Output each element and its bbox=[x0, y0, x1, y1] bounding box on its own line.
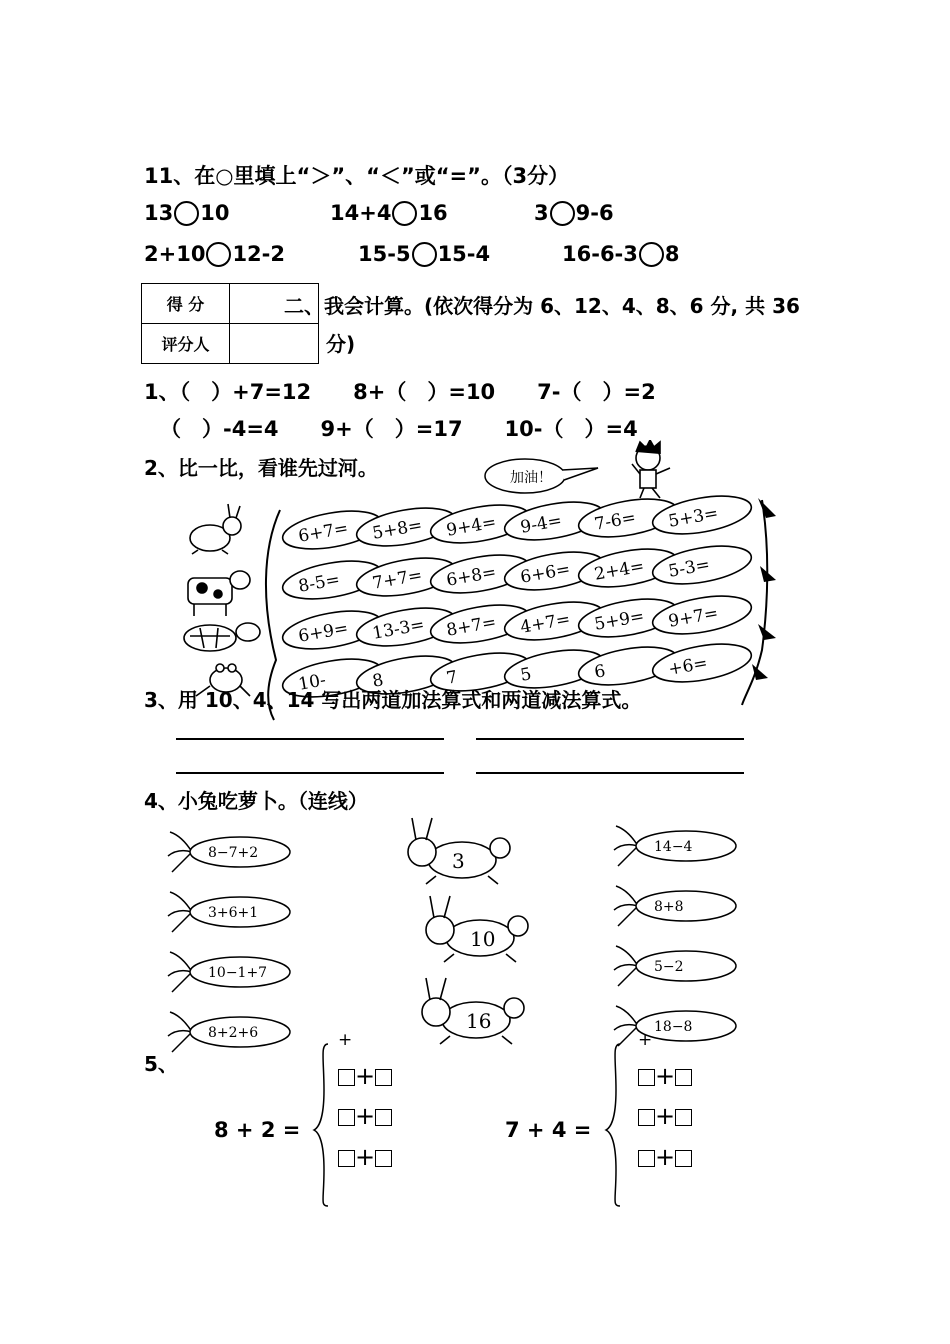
answer-circle[interactable] bbox=[206, 242, 231, 267]
q11-item-5: 15-5 15-4 bbox=[358, 242, 491, 266]
q11-item-4: 2+10 12-2 bbox=[144, 242, 285, 266]
carrot-expression: 8+2+6 bbox=[208, 1025, 259, 1041]
decomposition-slot[interactable]: + bbox=[638, 1102, 692, 1130]
decomposition-slot[interactable]: + bbox=[338, 1102, 392, 1130]
flag-icons bbox=[752, 498, 776, 680]
section2-title-cont: 分) bbox=[326, 332, 356, 356]
child-icon bbox=[632, 440, 670, 498]
stone-expression: 8-5= bbox=[296, 569, 342, 597]
stone-expression: 6+8= bbox=[444, 562, 498, 591]
rabbit-number: 10 bbox=[470, 927, 496, 951]
stone-expression: 5 bbox=[518, 664, 534, 686]
q11-title: 11、在○里填上“＞”、“＜”或“=”。（3分） bbox=[144, 164, 570, 188]
carrot[interactable] bbox=[614, 826, 736, 866]
stone-expression: 9-4= bbox=[518, 510, 564, 538]
cheer-bubble bbox=[485, 459, 598, 493]
rabbit-number: 3 bbox=[452, 849, 465, 873]
stone-expression: 5+9= bbox=[592, 606, 646, 635]
stone-expression: 5-3= bbox=[666, 554, 712, 582]
carrot[interactable] bbox=[168, 1012, 290, 1052]
stone-expression: 9+7= bbox=[666, 603, 720, 632]
answer-circle[interactable] bbox=[550, 201, 575, 226]
river-stone[interactable] bbox=[650, 490, 754, 541]
turtle-icon bbox=[184, 623, 260, 651]
stone-expression: 5+8= bbox=[370, 515, 424, 544]
q5-left-equation: 8 + 2 = bbox=[214, 1118, 301, 1142]
cow-icon bbox=[188, 571, 250, 616]
answer-line[interactable] bbox=[176, 772, 444, 774]
rabbit-carrot-matching[interactable] bbox=[160, 812, 760, 1062]
cheer-text: 加油！ bbox=[510, 470, 552, 486]
section2-title: 二、我会计算。(依次得分为 6、12、4、8、6 分, 共 36 bbox=[284, 294, 800, 318]
carrot[interactable] bbox=[168, 832, 290, 872]
q11-item-1: 13 10 bbox=[144, 201, 230, 225]
decomposition-slot[interactable]: + bbox=[638, 1062, 692, 1090]
decomposition-slot[interactable]: + bbox=[638, 1143, 692, 1171]
carrot-expression: 18−8 bbox=[654, 1019, 693, 1035]
carrot[interactable] bbox=[168, 952, 290, 992]
q11-item-6: 16-6-3 8 bbox=[562, 242, 680, 266]
river-race-illustration bbox=[170, 440, 810, 725]
answer-line[interactable] bbox=[476, 772, 744, 774]
rabbit-icon[interactable] bbox=[408, 818, 510, 884]
river-stone[interactable] bbox=[650, 540, 754, 591]
carrot-expression: 8+8 bbox=[654, 899, 684, 915]
q11-item-2: 14+4 16 bbox=[330, 201, 448, 225]
stone-expression: 6+6= bbox=[518, 559, 572, 588]
stone-expression: 4+7= bbox=[518, 609, 572, 638]
q5-right-equation: 7 + 4 = bbox=[505, 1118, 592, 1142]
q3-title: 3、用 10、4、14 写出两道加法算式和两道减法算式。 bbox=[144, 688, 642, 712]
stone-expression: 7-6= bbox=[592, 507, 638, 535]
stone-expression: 13-3= bbox=[370, 614, 427, 644]
answer-circle[interactable] bbox=[412, 242, 437, 267]
rabbit-icon[interactable] bbox=[422, 978, 524, 1044]
answer-line[interactable] bbox=[176, 738, 444, 740]
stone-expression: 6+9= bbox=[296, 618, 350, 647]
answer-circle[interactable] bbox=[639, 242, 664, 267]
carrot-expression: 14−4 bbox=[654, 839, 693, 855]
grader-cell[interactable] bbox=[230, 324, 319, 364]
stone-expression: 2+4= bbox=[592, 556, 646, 585]
answer-circle[interactable] bbox=[392, 201, 417, 226]
carrot[interactable] bbox=[614, 1006, 736, 1046]
rabbit-icon[interactable] bbox=[426, 896, 528, 962]
carrot-expression: 3+6+1 bbox=[208, 905, 259, 921]
carrot[interactable] bbox=[168, 892, 290, 932]
decomposition-slot[interactable]: + bbox=[338, 1062, 392, 1090]
rabbit-icon bbox=[190, 504, 241, 554]
river-stone[interactable] bbox=[650, 638, 754, 689]
stone-expression: 7+7= bbox=[370, 565, 424, 594]
decomposition-slot[interactable]: + bbox=[338, 1143, 392, 1171]
carrot[interactable] bbox=[614, 886, 736, 926]
stone-expression: 6+7= bbox=[296, 518, 350, 547]
carrot-expression: 8−7+2 bbox=[208, 845, 259, 861]
right-brace bbox=[604, 1040, 624, 1210]
score-label: 得 分 bbox=[142, 284, 230, 324]
grader-label: 评分人 bbox=[142, 324, 230, 364]
stone-expression: 7 bbox=[444, 667, 460, 689]
plus-mark: + bbox=[338, 1030, 353, 1050]
stone-expression: 8+7= bbox=[444, 612, 498, 641]
plus-mark: + bbox=[638, 1030, 653, 1050]
carrot[interactable] bbox=[614, 946, 736, 986]
stone-expression: 9+4= bbox=[444, 512, 498, 541]
stone-expression: 10- bbox=[296, 670, 328, 695]
q4-title: 4、小兔吃萝卜。（连线） bbox=[144, 789, 368, 813]
left-brace bbox=[312, 1040, 332, 1210]
q1-line2: （ ）-4=4 9+（ ）=17 10-（ ）=4 bbox=[160, 417, 638, 441]
carrot-expression: 10−1+7 bbox=[208, 965, 268, 981]
q1-line1: 1、（ ）+7=12 8+（ ）=10 7-（ ）=2 bbox=[144, 380, 656, 404]
stone-expression: 6 bbox=[592, 661, 608, 683]
carrot-expression: 5−2 bbox=[654, 959, 684, 975]
answer-circle[interactable] bbox=[174, 201, 199, 226]
stone-expression: +6= bbox=[666, 653, 710, 680]
rabbit-number: 16 bbox=[466, 1009, 492, 1033]
q5-label: 5、 bbox=[144, 1052, 178, 1076]
q11-item-3: 3 9-6 bbox=[534, 201, 614, 225]
stone-expression: 8 bbox=[370, 670, 386, 692]
river-stone[interactable] bbox=[650, 590, 754, 641]
q2-title: 2、比一比，看谁先过河。 bbox=[144, 456, 378, 480]
answer-line[interactable] bbox=[476, 738, 744, 740]
stone-expression: 5+3= bbox=[666, 503, 720, 532]
